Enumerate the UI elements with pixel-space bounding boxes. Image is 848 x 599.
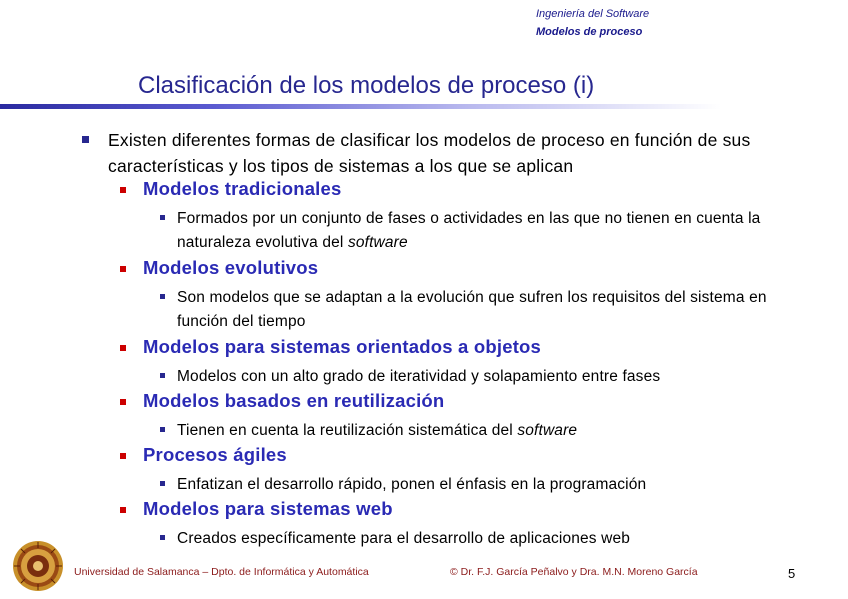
header-section: Modelos de proceso <box>536 26 643 38</box>
item-desc-text: Formados por un conjunto de fases o actividades en las que no tienen en cuenta la naturaleza evolutiva del <box>177 210 761 251</box>
item-heading: Procesos ágiles <box>143 444 287 465</box>
item-heading: Modelos para sistemas web <box>143 498 393 519</box>
page-number: 5 <box>788 566 796 581</box>
title-rule <box>0 104 848 109</box>
item-desc-text: Creados específicamente para el desarrollo de aplicaciones web <box>177 530 631 547</box>
university-seal-icon <box>12 540 64 592</box>
header-course: Ingeniería del Software <box>536 8 650 20</box>
item-heading: Modelos para sistemas orientados a objetos <box>143 336 542 357</box>
red-bullet-icon <box>120 266 126 272</box>
item-desc-italic: software <box>347 234 408 251</box>
item-desc-italic: software <box>517 422 578 439</box>
item-desc-text: Modelos con un alto grado de iteratividad y solapamiento entre fases <box>177 368 661 385</box>
bullet-icon <box>160 373 165 378</box>
footer-authors: © Dr. F.J. García Peñalvo y Dra. M.N. Moreno García <box>450 566 698 578</box>
item-desc-text: Son modelos que se adaptan a la evolución que sufren los requisitos del sistema en función del tiempo <box>177 289 767 330</box>
bullet-icon <box>160 427 165 432</box>
intro-bullet <box>82 136 89 143</box>
footer-institution: Universidad de Salamanca – Dpto. de Informática y Automática <box>74 566 369 578</box>
red-bullet-icon <box>120 187 126 193</box>
red-bullet-icon <box>120 507 126 513</box>
red-bullet-icon <box>120 453 126 459</box>
red-bullet-icon <box>120 399 126 405</box>
item-heading: Modelos basados en reutilización <box>143 390 445 411</box>
bullet-icon <box>160 535 165 540</box>
item-heading: Modelos tradicionales <box>143 178 342 199</box>
item-desc-text: Tienen en cuenta la reutilización sistemática del <box>177 422 513 439</box>
bullet-icon <box>160 294 165 299</box>
intro-text: Existen diferentes formas de clasificar los modelos de proceso en función de sus características y los tipos de sistemas a los que se aplican <box>108 130 751 176</box>
item-heading: Modelos evolutivos <box>143 257 319 278</box>
bullet-icon <box>160 481 165 486</box>
item-desc-text: Enfatizan el desarrollo rápido, ponen el énfasis en la programación <box>177 476 647 493</box>
red-bullet-icon <box>120 345 126 351</box>
slide-title: Clasificación de los modelos de proceso (i) <box>138 72 595 99</box>
bullet-icon <box>160 215 165 220</box>
